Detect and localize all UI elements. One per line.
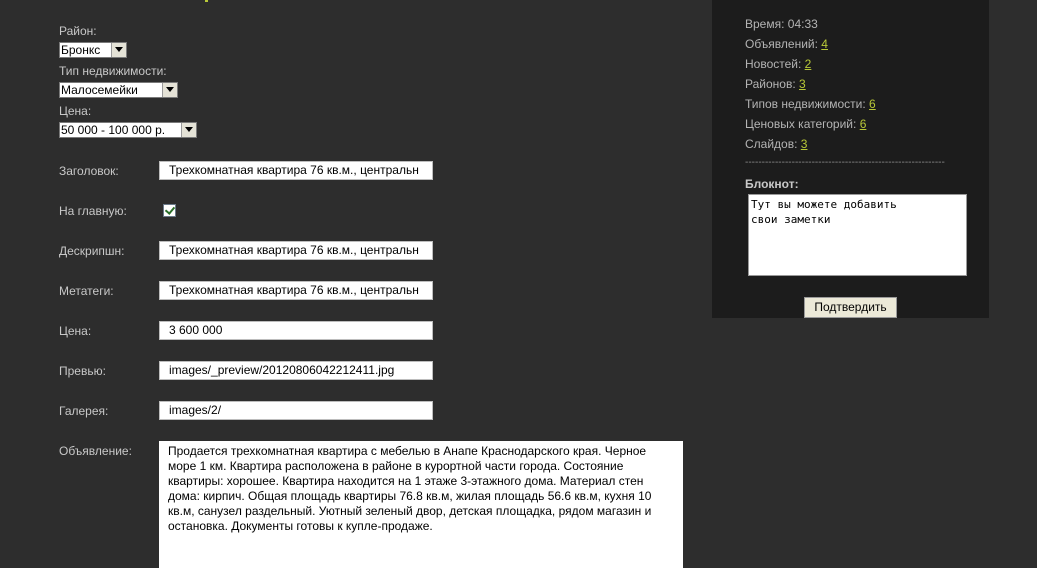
news-count-link[interactable]: 2 [804, 57, 812, 71]
price-range-label: Цена: [59, 104, 92, 118]
districts-stat-label: Районов: [745, 77, 796, 91]
types-stat-label: Типов недвижимости: [745, 97, 866, 111]
title-label: Заголовок: [59, 164, 119, 178]
slides-stat [745, 137, 807, 151]
chevron-down-icon[interactable] [111, 43, 126, 57]
district-label: Район: [59, 24, 97, 38]
description-input[interactable]: Трехкомнатная квартира 76 кв.м., центральн [159, 241, 433, 260]
title-input[interactable]: Трехкомнатная квартира 76 кв.м., центральн [159, 161, 433, 180]
description-label: Дескрипшн: [59, 244, 125, 258]
prices-stat [745, 117, 866, 131]
preview-label: Превью: [59, 364, 106, 378]
districts-stat [745, 77, 806, 91]
ad-text-label: Объявление: [59, 444, 132, 458]
notepad-label: Блокнот: [745, 177, 799, 191]
types-stat [745, 97, 876, 111]
slides-stat-label: Слайдов: [745, 137, 798, 151]
gallery-input[interactable]: images/2/ [159, 401, 433, 420]
price-range-select[interactable] [59, 122, 197, 138]
meta-tags-label: Метатеги: [59, 284, 114, 298]
notepad-textarea[interactable]: Тут вы можете добавить свои заметки [748, 194, 967, 276]
top-accent-mark [205, 0, 208, 2]
main-page-label: На главную: [59, 204, 127, 218]
types-count-link[interactable]: 6 [869, 97, 876, 111]
slides-count-link[interactable]: 3 [800, 137, 808, 151]
submit-button[interactable]: Подтвердить [804, 297, 897, 318]
news-stat-label: Новостей: [745, 57, 802, 71]
prices-stat-label: Ценовых категорий: [745, 117, 857, 131]
ads-stat-label: Объявлений: [745, 37, 818, 51]
prices-count-link[interactable]: 6 [859, 117, 867, 131]
price-range-select-value: 50 000 - 100 000 р. [61, 123, 166, 137]
sidebar-divider: ------------------------------------------------------------ [745, 157, 945, 168]
districts-count-link[interactable]: 3 [799, 77, 806, 91]
chevron-down-icon[interactable] [181, 123, 196, 137]
district-select-value: Бронкс [61, 43, 101, 57]
preview-input[interactable]: images/_preview/20120806042212411.jpg [159, 361, 433, 380]
ad-text-textarea[interactable]: Продается трехкомнатная квартира с мебелью в Анапе Краснодарского края. Черное море 1 км. Квартира расположена в районе в курортной части города. Состояние квартиры: хорошее. Квартира находится на 1 этаже 3-этажного дома. Материал стен дома: кирпич. Общая площадь квартиры 76.8 кв.м, жилая площадь 56.6 кв.м, кухня 10 кв.м, санузел раздельный. Уютный зеленый двор, детская площадка, рядом магазин и остановка. Документы готовы к купле-продаже. [159, 441, 683, 568]
district-select[interactable] [59, 42, 127, 58]
ads-stat [745, 37, 828, 51]
price-input[interactable]: 3 600 000 [159, 321, 433, 340]
property-type-label: Тип недвижимости: [59, 64, 167, 78]
news-stat [745, 57, 811, 71]
time-readout: Время: 04:33 [745, 17, 818, 31]
gallery-label: Галерея: [59, 404, 109, 418]
price-label: Цена: [59, 324, 92, 338]
ads-count-link[interactable]: 4 [821, 37, 828, 51]
property-type-select-value: Малосемейки [61, 83, 138, 97]
main-page-checkbox[interactable] [163, 204, 176, 217]
meta-tags-input[interactable]: Трехкомнатная квартира 76 кв.м., центральн [159, 281, 433, 300]
chevron-down-icon[interactable] [162, 83, 177, 97]
property-type-select[interactable] [59, 82, 178, 98]
